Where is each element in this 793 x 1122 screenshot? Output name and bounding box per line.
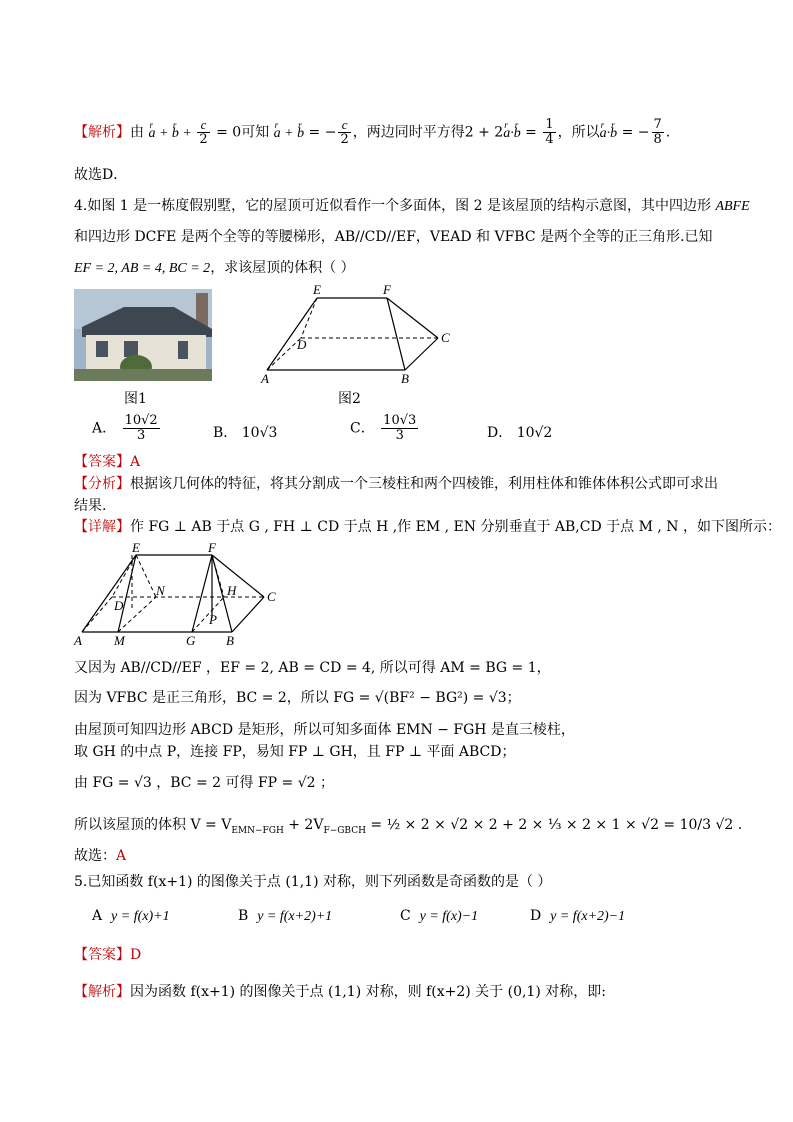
- house-photo: [74, 289, 212, 381]
- q4-option-c: C． $\frac{10√3}{3}$: [350, 413, 417, 443]
- point-E: E: [313, 282, 321, 297]
- q4-line-2: 因为 VFBC 是正三角形，BC = 2，所以 FG = √(BF² − BG²) = √3；: [74, 690, 521, 706]
- point-B: B: [401, 371, 409, 386]
- point-A: A: [261, 371, 269, 386]
- point-A: A: [74, 633, 82, 648]
- q4-line-5: 由 FG = √3 ，BC = 2 可得 FP = √2 ；: [74, 775, 334, 791]
- q3-choice: 故选D．: [74, 167, 128, 183]
- q5-option-d: D y = f(x+2)−1: [530, 908, 626, 924]
- q5-option-c: C y = f(x)−1: [400, 908, 479, 924]
- point-F: F: [208, 540, 216, 555]
- point-E: E: [132, 540, 140, 555]
- q5-answer: 【答案】D: [74, 947, 142, 963]
- q4-choice: 故选：A: [74, 848, 127, 864]
- edge-BF: [387, 298, 405, 370]
- q5-analysis: 【解析】因为函数 f(x+1) 的图像关于点 (1,1) 对称，则 f(x+2) 关于 (0,1) 对称，即:: [74, 984, 606, 1000]
- point-B: B: [226, 633, 234, 648]
- point-P: P: [209, 612, 217, 627]
- q4-answer: 【答案】A: [74, 454, 141, 470]
- q5-stem: 5.已知函数 f(x+1) 的图像关于点 (1,1) 对称，则下列函数是奇函数的是（ ）: [74, 874, 552, 890]
- q4-stem-line-1: 4.如图 1 是一栋度假别墅，它的屋顶可近似看作一个多面体，图 2 是该屋顶的结构示意图，其中四边形 ABFE: [74, 198, 750, 214]
- q4-fenxi-1: 【分析】根据该几何体的特征，将其分割成一个三棱柱和两个四棱锥，利用柱体和锥体体积公式即可求出: [74, 476, 718, 492]
- q4-line-3: 由屋顶可知四边形 ABCD 是矩形，所以可知多面体 EMN − FGH 是直三棱柱，: [74, 722, 575, 738]
- q4-option-a: A． $\frac{10√2}{3}$: [92, 413, 158, 443]
- q4-stem-line-2: 和四边形 DCFE 是两个全等的等腰梯形，AB//CD//EF，VEAD 和 VFBC 是两个全等的正三角形.已知: [74, 229, 713, 245]
- fig1-label: 图1: [124, 391, 147, 407]
- point-H: H: [227, 583, 237, 598]
- q4-option-b: B． 10√3: [213, 425, 278, 441]
- point-F: F: [383, 282, 391, 297]
- edge-AD: [267, 338, 301, 370]
- point-N: N: [156, 583, 165, 598]
- point-D: D: [297, 337, 307, 352]
- point-C: C: [267, 589, 276, 604]
- q3-analysis-line: 【解析】由 r a + r b + $\frac{c}{2}$ = 0可知 r a + r b = − $\frac{c}{2}$ ，两边同时平方得2 + 2r a·r b = $\frac{1}{4}$ ，所以r a·r b = − $\frac{7}{8}$ .: [74, 118, 670, 147]
- roof-diagram-fig3: [72, 540, 282, 648]
- edge-AE: [267, 298, 317, 370]
- q4-line-6: 所以该屋顶的体积 $V = V_{EMN-FGH} + 2V_{F-GBCH}$ = ½ × 2 × √2 × 2 + 2 × ⅓ × 2 × 1 × √2 = 10/3 √2 .: [74, 817, 743, 836]
- edge-BC: [405, 338, 438, 370]
- q5-option-a: A y = f(x)+1: [92, 908, 170, 924]
- q4-fenxi-2: 结果.: [74, 498, 107, 514]
- point-M: M: [114, 633, 125, 648]
- q4-line-1: 又因为 AB//CD//EF ，EF = 2, AB = CD = 4, 所以可得 AM = BG = 1，: [74, 660, 551, 676]
- point-C: C: [441, 330, 450, 345]
- q5-option-b: B y = f(x+2)+1: [238, 908, 333, 924]
- q4-option-d: D． 10√2: [487, 425, 553, 441]
- point-D: D: [114, 598, 124, 613]
- roof-diagram-fig2: [255, 282, 465, 387]
- q4-xiangjie: 【详解】作 FG ⊥ AB 于点 G , FH ⊥ CD 于点 H ,作 EM , EN 分别垂直于 AB,CD 于点 M , N ，如下图所示：: [74, 519, 781, 535]
- q4-stem-line-3: EF = 2, AB = 4, BC = 2，求该屋顶的体积（ ）: [74, 260, 355, 276]
- fig2-label: 图2: [338, 391, 361, 407]
- analysis-tag: 【解析】: [74, 124, 130, 141]
- q4-line-4: 取 GH 的中点 P，连接 FP，易知 FP ⊥ GH，且 FP ⊥ 平面 ABCD；: [74, 744, 516, 760]
- edge-FC: [387, 298, 438, 338]
- point-G: G: [186, 633, 196, 648]
